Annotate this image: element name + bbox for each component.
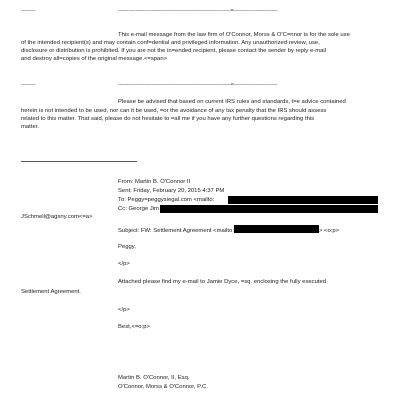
subject-line [118, 225, 339, 235]
disclaimer-line: of the intended recipient(s) and may contain conf=dential and privileged information. Any unauthorized review, use, [21, 40, 320, 46]
irs-notice-line: herein is not intended to be used, nor can it be used, =or the avoidance of any tax penalty that the IRS should assess [21, 108, 327, 114]
redaction-block [228, 196, 378, 204]
header-sent: Sent: Friday, February 20, 2015 4:37 PM [118, 188, 225, 194]
separator-dashes-left: ---------- [21, 82, 36, 88]
section-rule [21, 161, 137, 162]
header-to: To: Peggy=peggysiegal.com <mailto: [118, 197, 215, 203]
signature-name: Martin B. O'Connor, II, Esq. [118, 375, 190, 381]
separator-dashes-left: ---------- [21, 8, 36, 14]
header-from: From: Martin B. O'Connor II [118, 179, 191, 185]
separator-dashes-right: -----------------------------------------------------------------------------=------------------------------ [118, 8, 278, 14]
header-cc: Cc: George Jim [118, 206, 159, 212]
recipient-email: JSchmell@agsny.com<=a> [21, 214, 93, 220]
signature-firm: O'Connor, Morss & O'Connor, P.C. [118, 384, 208, 390]
irs-notice-line: related to this matter. That said, please do not hesitate to =all me if you have any further questions regarding this [21, 116, 315, 122]
irs-notice-line: Please be advised that based on current IRS rules and standards, t=e advice contained [118, 99, 346, 105]
greeting: Peggy, [118, 244, 136, 250]
closing: Best,<=o:p> [118, 324, 150, 330]
subject-suffix: > <o:p> [318, 228, 340, 234]
separator-dashes-right: -----------------------------------------------------------------------------=------------------------------ [118, 82, 278, 88]
markup-tag: </p> [118, 261, 130, 267]
disclaimer-line: disclosure or distribution is prohibited. If you are not the in=ended recipient, please contact the sender by reply e-mail [21, 48, 327, 54]
markup-tag: </p> [118, 307, 130, 313]
attached-line-continued: Settlement Agreement. [21, 289, 81, 295]
redaction-block [234, 225, 319, 233]
subject-prefix: Subject: FW: Settlement Agreement <mailto: [118, 228, 234, 234]
irs-notice-line: matter. [21, 124, 40, 130]
redaction-block [160, 205, 378, 213]
disclaimer-line: and destroy all=copies of the original message.<=span> [21, 56, 168, 62]
disclaimer-line: This e-mail message from the law firm of O'Connor, Morss & O'C=nnor is for the sole use [118, 32, 350, 38]
attached-line: Attached please find my e-mail to Jamie Dyce, =sq. enclosing the fully executed [118, 279, 327, 285]
